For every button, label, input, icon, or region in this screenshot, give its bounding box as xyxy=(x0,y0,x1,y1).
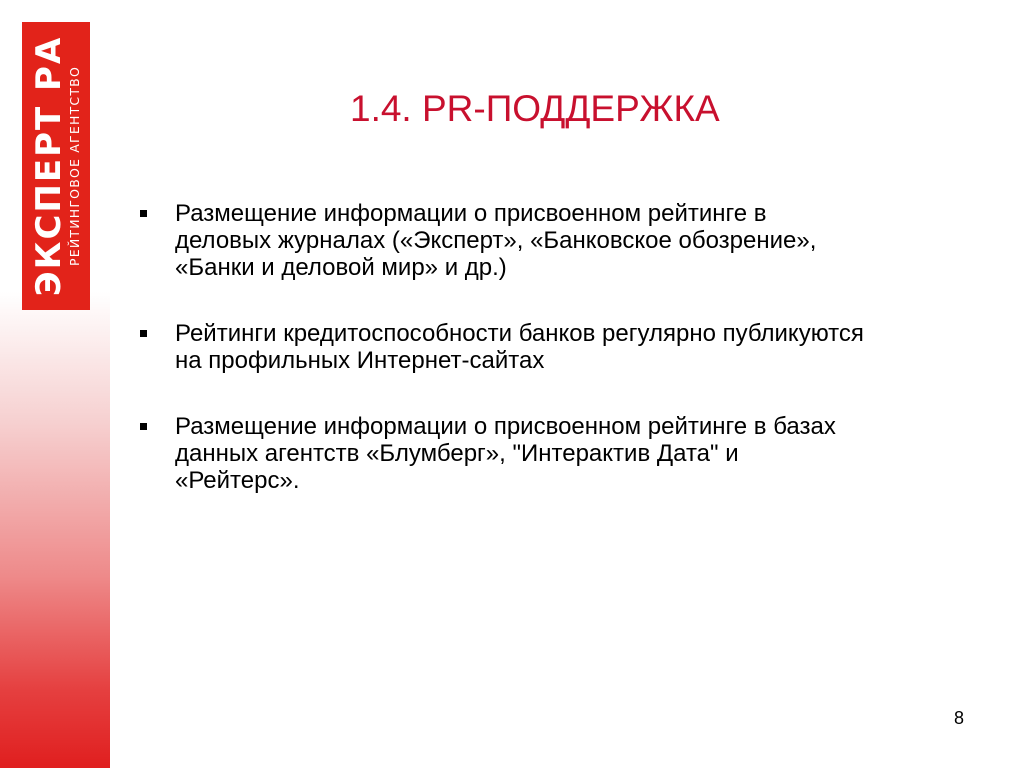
page-number: 8 xyxy=(953,708,964,728)
bullet-item xyxy=(140,413,1000,494)
bullet-line: «Банки и деловой мир» и др.) xyxy=(175,254,507,281)
bullet-item xyxy=(140,320,1000,374)
bullet-line: «Рейтерс». xyxy=(175,467,300,494)
bullet-list xyxy=(140,200,1000,533)
bullet-line: Размещение информации о присвоенном рейтинге в базах xyxy=(175,413,836,440)
company-logo xyxy=(22,22,90,310)
bullet-item xyxy=(140,200,1000,281)
square-bullet-icon xyxy=(140,330,147,337)
bullet-line: Рейтинги кредитоспособности банков регулярно публикуются xyxy=(175,320,864,347)
square-bullet-icon xyxy=(140,210,147,217)
bullet-line: Размещение информации о присвоенном рейтинге в xyxy=(175,200,767,227)
logo-sub-text: РЕЙТИНГОВОЕ АГЕНТСТВО xyxy=(66,66,82,267)
slide-title: 1.4. PR-ПОДДЕРЖКА xyxy=(350,88,720,129)
bullet-line: данных агентств «Блумберг», "Интерактив Дата" и xyxy=(175,440,739,467)
logo-text-block xyxy=(27,27,85,305)
logo-main-text: ЭКСПЕРТ РА xyxy=(28,35,69,297)
bullet-line: на профильных Интернет-сайтах xyxy=(175,347,545,374)
square-bullet-icon xyxy=(140,423,147,430)
bullet-line: деловых журналах («Эксперт», «Банковское обозрение», xyxy=(175,227,817,254)
